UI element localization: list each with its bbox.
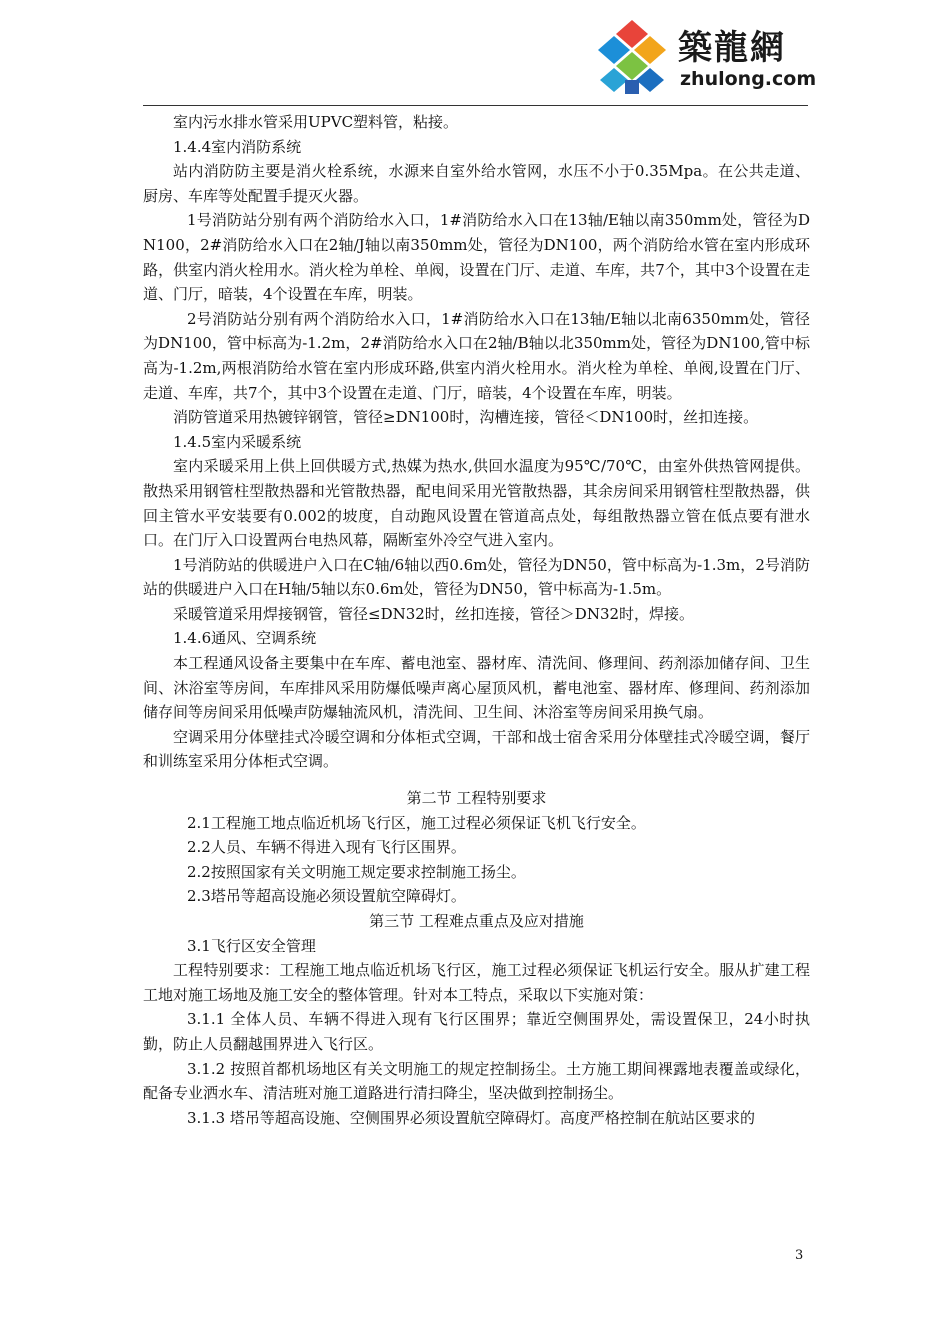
zhulong-logo [592, 12, 817, 104]
subsection-heading: 1.4.6通风、空调系统 [173, 629, 317, 648]
logo-english-text: zhulong.com [680, 68, 817, 90]
zhulong-logo-icon [592, 16, 672, 100]
paragraph: 工程特别要求：工程施工地点临近机场飞行区，施工过程必须保证飞机运行安全。服从扩建工程工地对施工场地及施工安全的整体管理。针对本工特点，采取以下实施对策： [143, 961, 810, 1004]
paragraph: 2号消防站分别有两个消防给水入口，1#消防给水入口在13轴/E轴以北南6350mm处，管径为DN100，管中标高为-1.2m，2#消防给水入口在2轴/B轴以北350mm处，管径为DN100,管中标高为-1.2m,两根消防给水管在室内形成环路,供室内消火栓用水。消火栓为单栓、单阀,设置在门厅、走道、车库，共7个，其中3个设置在走道、门厅，暗装，4个设置在车库，明装。 [143, 309, 810, 402]
subsection-heading: 1.4.4室内消防系统 [173, 137, 302, 156]
paragraph: 3.1.1 全体人员、车辆不得进入现有飞行区围界；靠近空侧围界处，需设置保卫，24小时执勤，防止人员翻越围界进入飞行区。 [143, 1010, 810, 1053]
paragraph: 1号消防站分别有两个消防给水入口，1#消防给水入口在13轴/E轴以南350mm处，管径为DN100，2#消防给水入口在2轴/J轴以南350mm处，管径为DN100，两个消防给水管在室内形成环路，供室内消火栓用水。消火栓为单栓、单阀，设置在门厅、走道、车库，共7个，其中3个设置在走道、门厅，暗装，4个设置在车库，明装。 [143, 211, 810, 304]
paragraph: 本工程通风设备主要集中在车库、蓄电池室、器材库、清洗间、修理间、药剂添加储存间、卫生间、沐浴室等房间，车库排风采用防爆低噪声离心屋顶风机，蓄电池室、器材库、修理间、药剂添加储存间等房间采用低噪声防爆轴流风机，清洗间、卫生间、沐浴室等房间采用换气扇。 [143, 654, 810, 722]
paragraph: 3.1.2 按照首都机场地区有关文明施工的规定控制扬尘。土方施工期间裸露地表覆盖或绿化，配备专业洒水车、清洁班对施工道路进行清扫降尘，坚决做到控制扬尘。 [143, 1059, 810, 1103]
paragraph: 2.2人员、车辆不得进入现有飞行区围界。 [187, 838, 466, 857]
subsection-heading: 1.4.5室内采暖系统 [173, 432, 302, 451]
paragraph: 室内污水排水管采用UPVC塑料管，粘接。 [173, 113, 459, 131]
paragraph: 2.3塔吊等超高设施必须设置航空障碍灯。 [187, 887, 466, 906]
page-number: 3 [795, 1248, 804, 1263]
paragraph: 1号消防站的供暖进户入口在C轴/6轴以西0.6m处，管径为DN50，管中标高为-1.3m，2号消防站的供暖进户入口在H轴/5轴以东0.6m处，管径为DN50，管中标高为-1.5m。 [143, 555, 810, 599]
section-heading: 第二节 工程特别要求 [406, 789, 547, 808]
paragraph-spacer [143, 774, 810, 786]
paragraph: 室内采暖采用上供上回供暖方式,热媒为热水,供回水温度为95℃/70℃，由室外供热管网提供。散热采用钢管柱型散热器和光管散热器，配电间采用光管散热器，其余房间采用钢管柱型散热器，供回主管水平安装要有0.002的坡度，自动跑风设置在管道高点处，每组散热器立管在低点要有泄水口。在门厅入口设置两台电热风幕，隔断室外冷空气进入室内。 [143, 457, 810, 550]
paragraph: 2.1工程施工地点临近机场飞行区，施工过程必须保证飞机飞行安全。 [187, 813, 646, 832]
paragraph: 消防管道采用热镀锌钢管，管径≥DN100时，沟槽连接，管径＜DN100时，丝扣连接。 [173, 408, 759, 427]
header-divider [143, 105, 808, 106]
logo-chinese-text: 築龍網 [678, 28, 786, 68]
paragraph: 采暖管道采用焊接钢管，管径≤DN32时，丝扣连接，管径＞DN32时，焊接。 [173, 604, 695, 623]
paragraph: 2.2按照国家有关文明施工规定要求控制施工扬尘。 [187, 862, 526, 881]
section-heading: 第三节 工程难点重点及应对措施 [369, 912, 584, 930]
paragraph: 3.1.3 塔吊等超高设施、空侧围界必须设置航空障碍灯。高度严格控制在航站区要求的 [187, 1108, 755, 1127]
document-body [143, 110, 810, 1130]
paragraph: 空调采用分体壁挂式冷暖空调和分体柜式空调，干部和战士宿舍采用分体壁挂式冷暖空调，餐厅和训练室采用分体柜式空调。 [143, 727, 810, 771]
paragraph: 站内消防防主要是消火栓系统，水源来自室外给水管网，水压不小于0.35Mpa。在公共走道、厨房、车库等处配置手提灭火器。 [143, 162, 810, 205]
paragraph: 3.1飞行区安全管理 [187, 936, 316, 955]
